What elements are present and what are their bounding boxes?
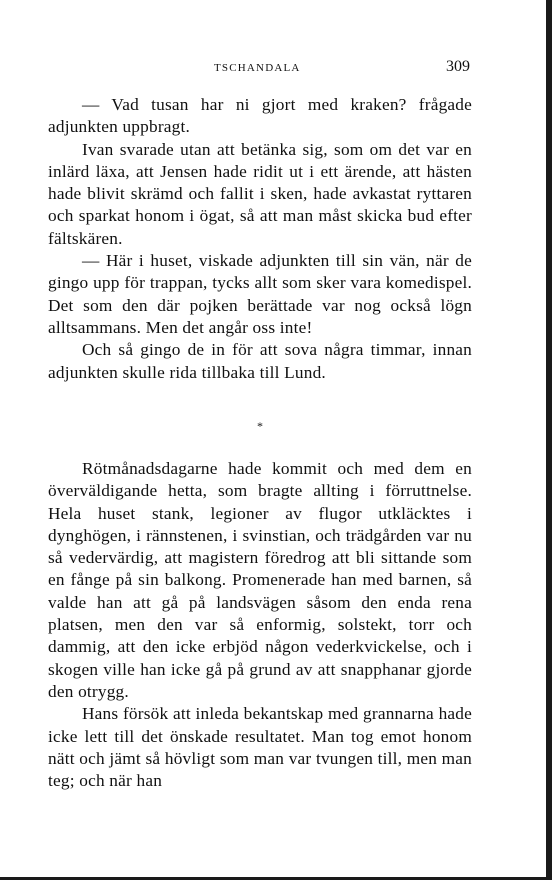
- running-head: TSCHANDALA: [214, 62, 301, 74]
- paragraph: Hans försök att inleda bekantskap med grannarna hade icke lett till det önskade resultatet. Man tog emot honom nätt och jämt så hövligt som man var tvungen till, men man teg; och när han: [48, 704, 472, 791]
- section-one: [48, 94, 472, 384]
- paragraph: — Vad tusan har ni gjort med kraken? frågade adjunkten uppbragt.: [48, 95, 472, 137]
- paragraph: Ivan svarade utan att betänka sig, som om det var en inlärd läxa, att Jensen hade ridit ut i ett ärende, att hästen hade blivit skrämd och fallit i sken, hade avkastat ryttaren och sparkat honom i ögat, så att man måst skicka bud efter fältskären.: [48, 139, 472, 248]
- paragraph: Och så gingo de in för att sova några timmar, innan adjunkten skulle rida tillbaka till Lund.: [48, 340, 472, 382]
- section-two: [48, 458, 472, 792]
- paragraph: Rötmånadsdagarne hade kommit och med dem en överväldigande hetta, som bragte allting i förruttnelse. Hela huset stank, legioner av flugor utkläcktes i dynghögen, i rännstenen, i svinstian, och trädgården var nu så vedervärdig, att magistern föredrog att bli sittande som en fånge på sin balkong. Promenerade han med barnen, så valde han att gå på landsvägen såsom den enda rena platsen, men den var så enformig, solstekt, torr och dammig, att den icke erbjöd någon vederkvickelse, och i skogen ville han icke gå på grund av att snapphanar gjorde den otrygg.: [48, 459, 472, 701]
- section-separator: *: [257, 419, 263, 433]
- page-edge: [546, 0, 552, 880]
- paragraph: — Här i huset, viskade adjunkten till sin vän, när de gingo upp för trappan, tycks allt som sker vara komedispel. Det som den där pojken berättade var nog också lögn alltsammans. Men det angår oss inte!: [48, 251, 472, 337]
- page-number: 309: [446, 58, 470, 75]
